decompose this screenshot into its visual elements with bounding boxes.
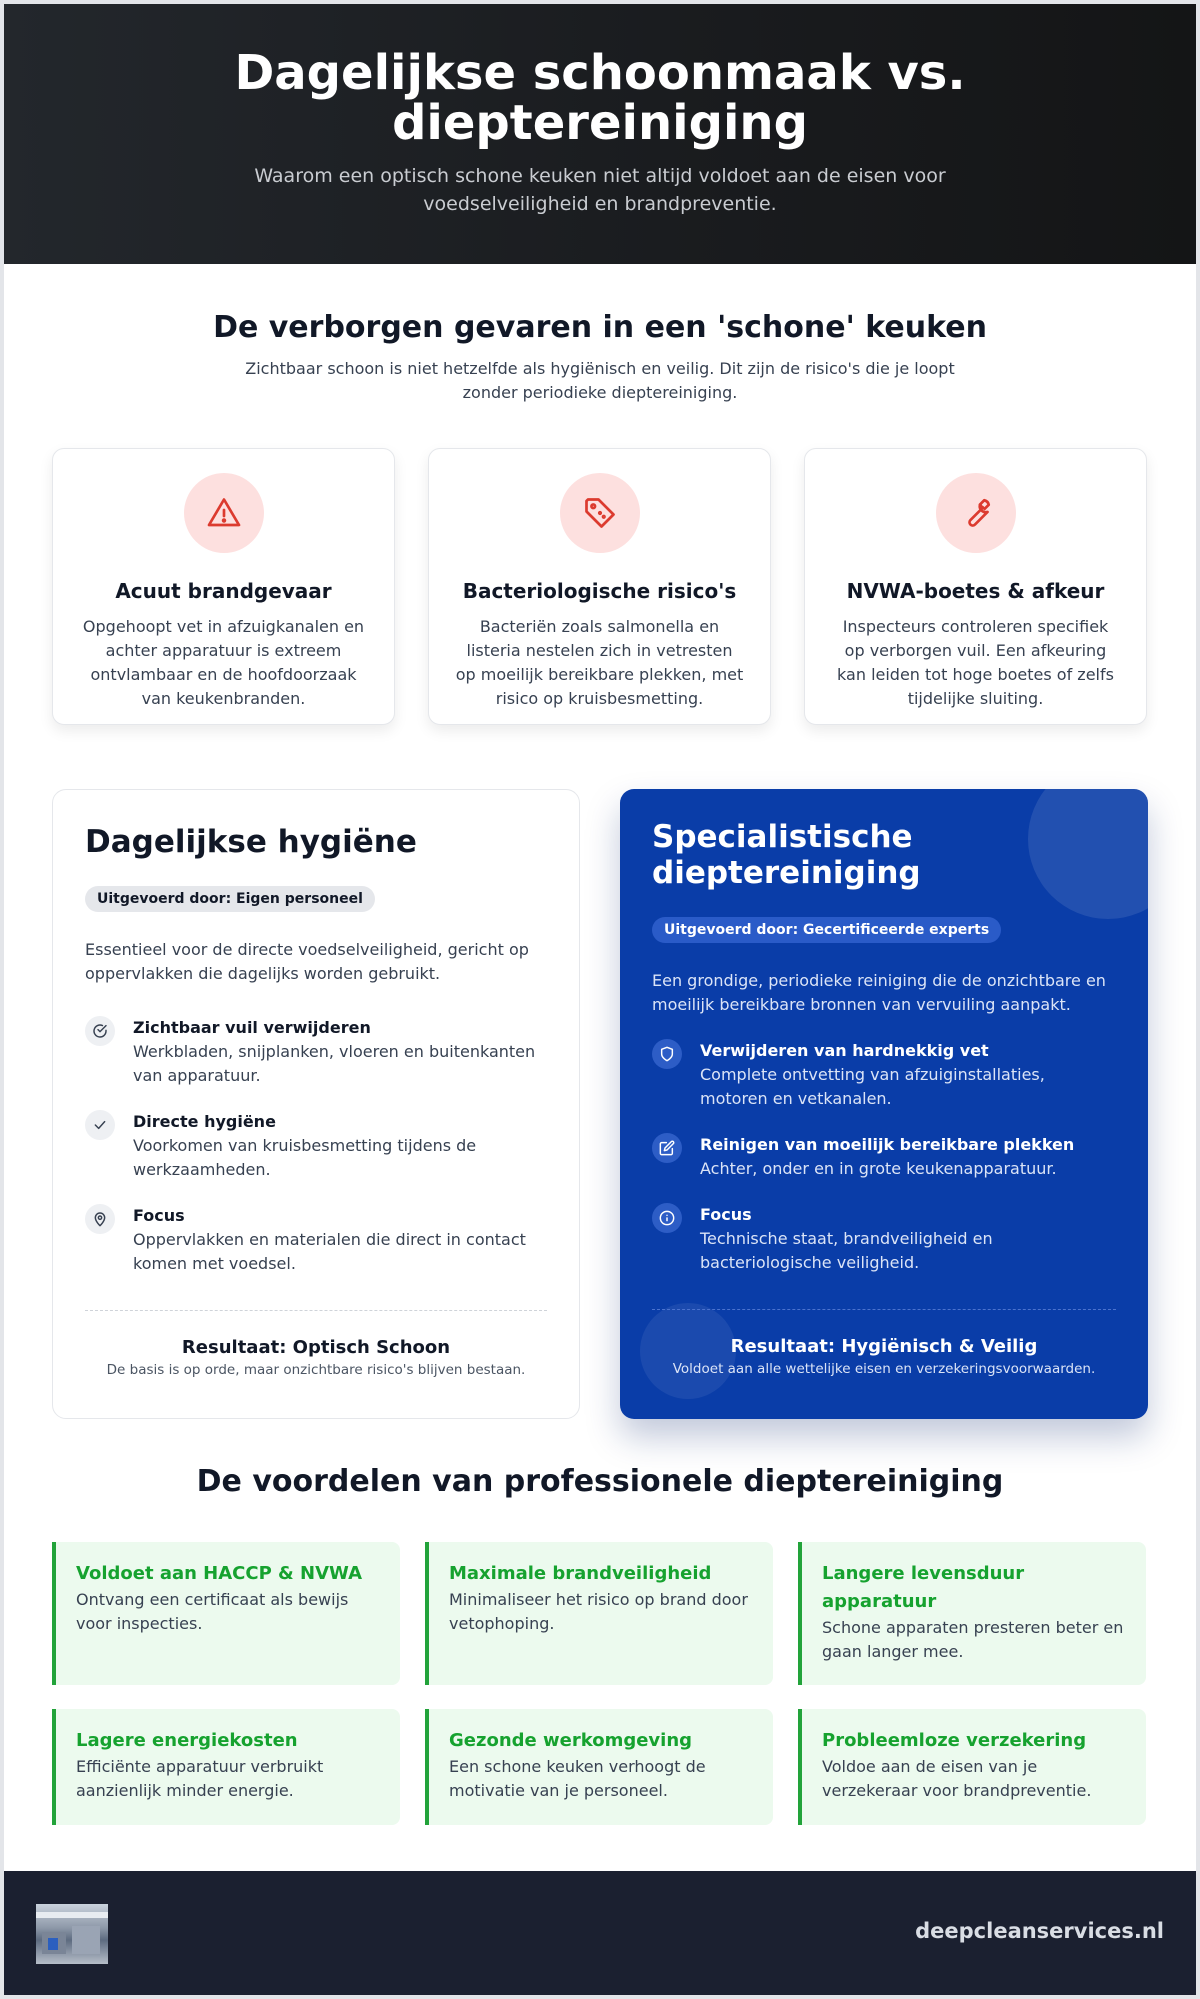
wrench-icon bbox=[936, 473, 1016, 553]
benefit-card bbox=[425, 1709, 773, 1825]
deep-item bbox=[652, 1133, 1116, 1181]
deep-item-text: Complete ontvetting van afzuiginstallaties, motoren en vetkanalen. bbox=[700, 1065, 1045, 1108]
daily-item-title: Zichtbaar vuil verwijderen bbox=[133, 1018, 371, 1037]
deep-result bbox=[652, 1309, 1116, 1377]
infographic-page bbox=[4, 4, 1196, 1995]
daily-badge: Uitgevoerd door: Eigen personeel bbox=[85, 886, 375, 912]
deep-cleaning-card bbox=[620, 789, 1148, 1419]
risks-subtitle: Zichtbaar schoon is niet hetzelfde als hygiënisch en veilig. Dit zijn de risico's die je loopt zonder periodieke dieptereiniging. bbox=[245, 359, 955, 402]
tag-icon bbox=[560, 473, 640, 553]
footer bbox=[4, 1871, 1196, 1995]
risk-card-nvwa bbox=[804, 448, 1147, 725]
deep-lead: Een grondige, periodieke reiniging die de onzichtbare en moeilijk bereikbare bronnen van vervuiling aanpakt. bbox=[652, 971, 1106, 1014]
risk-card-text: Bacteriën zoals salmonella en listeria nestelen zich in vetresten op moeilijk bereikbare plekken, met risico op kruisbesmetting. bbox=[455, 617, 744, 708]
deep-item-title: Reinigen van moeilijk bereikbare plekken bbox=[700, 1135, 1075, 1154]
daily-title: Dagelijkse hygiëne bbox=[85, 824, 417, 860]
benefit-text: Minimaliseer het risico op brand door vetophoping. bbox=[449, 1590, 748, 1633]
deep-item-title: Verwijderen van hardnekkig vet bbox=[700, 1041, 989, 1060]
deep-item-text: Technische staat, brandveiligheid en bacteriologische veiligheid. bbox=[700, 1229, 993, 1272]
kitchen-photo-thumbnail bbox=[36, 1904, 108, 1964]
benefits-title: De voordelen van professionele dieptereiniging bbox=[196, 1464, 1004, 1499]
risk-cards bbox=[52, 448, 1147, 725]
risk-card-text: Opgehoopt vet in afzuigkanalen en achter apparatuur is extreem ontvlambaar en de hoofdoorzaak van keukenbranden. bbox=[82, 617, 365, 708]
benefit-card bbox=[798, 1709, 1146, 1825]
daily-result-title: Resultaat: Optisch Schoon bbox=[181, 1337, 451, 1358]
deep-item-text: Achter, onder en in grote keukenapparatuur. bbox=[700, 1159, 1057, 1178]
shield-icon bbox=[652, 1039, 682, 1069]
benefits-section bbox=[4, 1464, 1196, 1499]
benefit-title: Gezonde werkomgeving bbox=[449, 1730, 693, 1751]
deep-item bbox=[652, 1039, 1116, 1111]
benefit-text: Efficiënte apparatuur verbruikt aanzienlijk minder energie. bbox=[76, 1757, 324, 1800]
info-icon bbox=[652, 1203, 682, 1233]
benefit-title: Voldoet aan HACCP & NVWA bbox=[76, 1563, 362, 1584]
daily-hygiene-card bbox=[52, 789, 580, 1419]
check-circle-icon bbox=[85, 1016, 115, 1046]
risk-card-title: Acuut brandgevaar bbox=[115, 579, 332, 603]
benefit-text: Ontvang een certificaat als bewijs voor inspecties. bbox=[76, 1590, 349, 1633]
risk-card-title: Bacteriologische risico's bbox=[462, 579, 737, 603]
edit-icon bbox=[652, 1133, 682, 1163]
deep-item-title: Focus bbox=[700, 1205, 752, 1224]
risk-card-title: NVWA-boetes & afkeur bbox=[846, 579, 1105, 603]
risks-section bbox=[4, 310, 1196, 405]
map-pin-icon bbox=[85, 1204, 115, 1234]
daily-item-title: Focus bbox=[133, 1206, 185, 1225]
benefit-title: Maximale brandveiligheid bbox=[449, 1563, 712, 1584]
deep-title: Specialistische dieptereiniging bbox=[652, 819, 921, 891]
benefit-text: Een schone keuken verhoogt de motivatie van je personeel. bbox=[449, 1757, 706, 1800]
daily-item-title: Directe hygiëne bbox=[133, 1112, 276, 1131]
benefits-grid bbox=[52, 1542, 1146, 1825]
deep-result-title: Resultaat: Hygiënisch & Veilig bbox=[730, 1336, 1038, 1357]
risk-card-fire bbox=[52, 448, 395, 725]
daily-item bbox=[85, 1110, 547, 1182]
deep-item bbox=[652, 1203, 1116, 1275]
hero-header bbox=[4, 4, 1196, 264]
daily-item-text: Oppervlakken en materialen die direct in contact komen met voedsel. bbox=[133, 1230, 526, 1273]
page-subtitle: Waarom een optisch schone keuken niet altijd voldoet aan de eisen voor voedselveiligheid en brandpreventie. bbox=[254, 165, 946, 215]
daily-result-text: De basis is op orde, maar onzichtbare risico's blijven bestaan. bbox=[106, 1362, 526, 1378]
footer-domain[interactable]: deepcleanservices.nl bbox=[915, 1919, 1164, 1943]
daily-result bbox=[85, 1310, 547, 1378]
daily-item-text: Voorkomen van kruisbesmetting tijdens de werkzaamheden. bbox=[133, 1136, 477, 1179]
benefit-title: Lagere energiekosten bbox=[76, 1730, 298, 1751]
benefit-text: Voldoe aan de eisen van je verzekeraar voor brandpreventie. bbox=[822, 1757, 1092, 1800]
benefit-text: Schone apparaten presteren beter en gaan langer mee. bbox=[822, 1618, 1124, 1661]
benefit-card bbox=[52, 1542, 400, 1685]
deep-result-text: Voldoet aan alle wettelijke eisen en verzekeringsvoorwaarden. bbox=[672, 1361, 1096, 1377]
daily-item bbox=[85, 1204, 547, 1276]
benefit-title: Probleemloze verzekering bbox=[822, 1730, 1087, 1751]
warning-triangle-icon bbox=[184, 473, 264, 553]
deep-badge: Uitgevoerd door: Gecertificeerde experts bbox=[652, 917, 1001, 943]
risk-card-text: Inspecteurs controleren specifiek op verborgen vuil. Een afkeuring kan leiden tot hoge boetes of zelfs tijdelijke sluiting. bbox=[837, 617, 1114, 708]
benefit-title: Langere levensduur apparatuur bbox=[822, 1563, 1025, 1612]
risk-card-bacteria bbox=[428, 448, 771, 725]
daily-lead: Essentieel voor de directe voedselveiligheid, gericht op oppervlakken die dagelijks worden gebruikt. bbox=[85, 940, 529, 983]
benefit-card bbox=[52, 1709, 400, 1825]
risks-title: De verborgen gevaren in een 'schone' keuken bbox=[213, 310, 987, 345]
page-title: Dagelijkse schoonmaak vs. dieptereiniging bbox=[234, 45, 966, 151]
check-icon bbox=[85, 1110, 115, 1140]
benefit-card bbox=[798, 1542, 1146, 1685]
daily-item bbox=[85, 1016, 547, 1088]
daily-item-text: Werkbladen, snijplanken, vloeren en buitenkanten van apparatuur. bbox=[133, 1042, 536, 1085]
benefit-card bbox=[425, 1542, 773, 1685]
